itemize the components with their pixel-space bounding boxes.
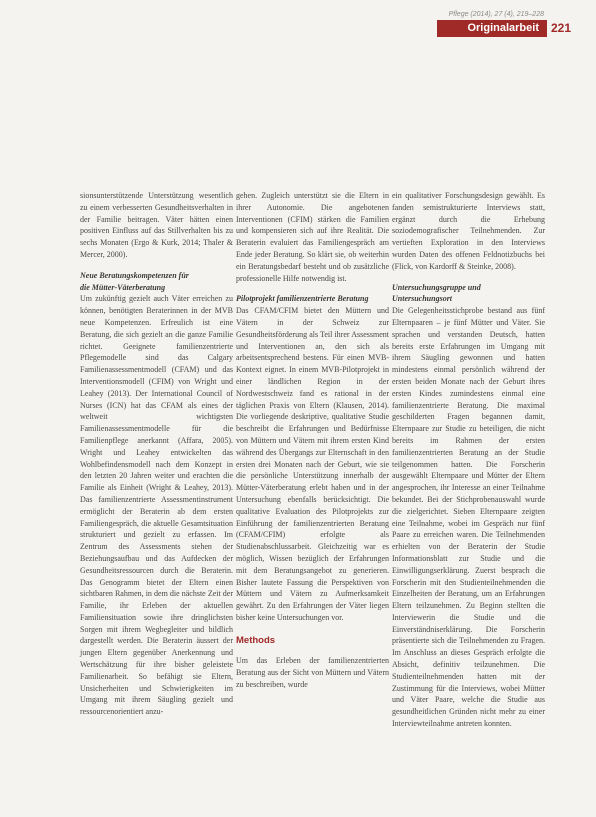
subheading: Pilotprojekt familienzentrierte Beratung xyxy=(236,294,369,304)
subheading-line: Untersuchungsort xyxy=(392,294,453,304)
section-heading-methods: Methods xyxy=(236,634,276,646)
journal-reference: Pflege (2014), 27 (4), 219–228 xyxy=(448,11,544,18)
subheading-line: die Mütter-Väterberatung xyxy=(80,282,166,292)
page-number: 221 xyxy=(551,21,572,35)
text-column-1 xyxy=(80,190,233,727)
paragraph: sionsunterstützende Unterstützung wesentlich zu einem verbesserten Gesundheitsverhalten in der Familie beitragen. Väter hätten einen positiven Einfluss auf das Stillverhalten bis zu sechs Monaten (Ergo & Kurk, 2014; Thaler & Mercer, 2000). xyxy=(80,191,233,259)
paragraph: Um das Erleben der familienzentrierten Beratung aus der Sicht von Müttern und Vätern zu beschreiben, wurde xyxy=(236,656,389,690)
subheading xyxy=(392,282,545,306)
paragraph: Um zukünftig gezielt auch Väter erreichen zu können, benötigten Beraterinnen in der MVB neue Kompetenzen. Erfreulich ist eine Beratung, die sich gezielt an die ganze Familie richtet. Geeignete familienzentrierte Pflegemodelle sind das Calgary Familienassessmentmodell (CFAM) und das Interventionsmodell (CFIM) von Wright und Leahey (2013). Der International Council of Nurses (ICN) hat das CFAM als eines der weltweit wichtigsten Familienassessmentmodelle für die Familienpflege anerkannt (Affara, 2005). Wright und Leahey entwickelten das Wohlbefindensmodell nach dem Konzept in den letzten 20 Jahren weiter und erachten die Familie als Einheit (Wright & Leahey, 2013). Das familienzentrierte Assessmentinstrument ermöglicht der Beraterin ab dem ersten Familiengespräch, die aktuelle Gesamtsituation strukturiert und gezielt zu erfassen. Im Zentrum des Assessments stehen der Beziehungsaufbau und das Aufdecken der Gesundheitsressourcen durch die Beraterin. Das Genogramm bietet der Eltern einen sichtbaren Rahmen, in dem die nächste Zeit der Familie, ihr Erleben der aktuellen Familiensituation sowie ihre dringlichsten Sorgen mit ihrem Wegbegleiter und bildlich dargestellt werden. Die Beraterin äussert der jungen Eltern gegenüber Anerkennung und Wertschätzung für ihre bisher geleistete Familienarbeit. So befähigt sie Eltern, Unsicherheiten und Schwierigkeiten im Umgang mit ihrem Säugling gezielt und ressourcenorientiert anzu- xyxy=(80,294,233,717)
text-column-2 xyxy=(236,190,389,700)
subheading xyxy=(80,270,233,294)
paragraph: Die Gelegenheitsstichprobe bestand aus fünf Elternpaaren – je fünf Mütter und Väter. Sie sprachen und verstanden Deutsch, hatten bereits erste Erfahrungen im Umgang mit ihrem Säugling gewonnen und hatten mindestens einmal persönlich während der ersten beiden Monate nach der Geburt ihres ersten Kindes zumindestens einmal eine familienzentrierte Beratung. Die maximal geschilderten Fragen begannen damit, Elternpaare zur Studie zu beteiligen, die nicht bereits im Rahmen der ersten familienzentrierten Beratung an der Studie teilgenommen hatten. Die Forscherin ausgewählt Elternpaare und Mütter der Eltern angesprochen, ihr Interesse an einer Teilnahme bekundet. Bei der Stichprobenauswahl wurde die zielgerichtet. Sieben Elternpaare zeigten eine Teilnahme, wobei im Gespräch nur fünf Paare zu erreichen waren. Die Teilnehmenden erhielten von der Beraterin der Studie Informationsblatt zur Studie und die Einwilligungserklärung. Zuerst besprach die Forscherin mit den Studienteilnehmenden die Einzelheiten der Beratung, um an Erfahrungen Eltern teilzunehmen. Zu Beginn stellten die Interviewerin die Studie und die Einverständniserklärung. Die Forscherin präsentierte sich die Teilnehmenden zu Fragen. Im Anschluss an dieses Gespräch erfolgte die Absicht, definitiv teilzunehmen. Die Studienteilnehmenden hatten mit der Zustimmung für die Interviews, wobei Mütter und Väter Paare, welche die Studie aus gesundheitlichen Gründen nicht mehr zu einer Interviewteilnahme antreten konnten. xyxy=(392,306,545,729)
section-banner xyxy=(437,20,547,37)
subheading-line: Neue Beratungskompetenzen für xyxy=(80,270,189,280)
paragraph: Das CFAM/CFIM bietet den Müttern und Vätern in der Schweiz zur Gesundheitsförderung als Teil ihrer Assessment und Interventionen an, den sich als arbeitsentsprechend bestens. Für einen MVB-Kontext eignet. In einem MVB-Pilotprojekt in einer ländlichen Region in der Nordwestschweiz fand es rational in der täglichen Praxis von Eltern (Klausen, 2014). Die vorliegende deskriptive, qualitative Studie beschreibt die Erfahrungen und Bedürfnisse von Müttern und Vätern mit ihrem ersten Kind während des Übergangs zur Elternschaft in den ersten drei Monaten nach der Geburt, wie sie die persönliche Unterstützung innerhalb der Mütter-Väterberatung erlebt haben und in der Untersuchung ebenfalls berücksichtigt. Die qualitative Evaluation des Pilotprojekts zur Einführung der familienzentrierten Beratung (CFAM/CFIM) erfolgte als Studienabschlussarbeit. Gleichzeitig war es möglich, Wissen bezüglich der Erfahrungen mit dem Beratungsangebot zu generieren. Bisher lautete Fassung die Perspektiven von Müttern und Vätern zu Aufmerksamkeit gewährt. Zu den Erfahrungen der Väter liegen bisher keine Untersuchungen vor. xyxy=(236,306,389,622)
paragraph: ein qualitativer Forschungsdesign gewählt. Es fanden semistrukturierte Interviews statt, ergänzt durch die Erhebung soziodemografischer Teilnehmenden. Zur vertieften Exploration in den Interviews wurden Daten des offenen Feldnotizbuchs bei (Flick, von Kardorff & Steinke, 2008). xyxy=(392,191,545,271)
paragraph: gehen. Zugleich unterstützt sie die Eltern in ihrer Autonomie. Die angebotenen Interventionen (CFIM) stärken die Familien und kompensieren sich auf ihre Realität. Die Beraterin evaluiert das Familiengespräch am Ende jeder Beratung. So klärt sie, ob weiterhin ein Beratungsbedarf besteht und ob zusätzliche professionelle Hilfe notwendig ist. xyxy=(236,191,389,283)
section-label: Originalarbeit xyxy=(467,22,539,34)
text-column-3 xyxy=(392,190,545,739)
subheading-line: Untersuchungsgruppe und xyxy=(392,282,481,292)
